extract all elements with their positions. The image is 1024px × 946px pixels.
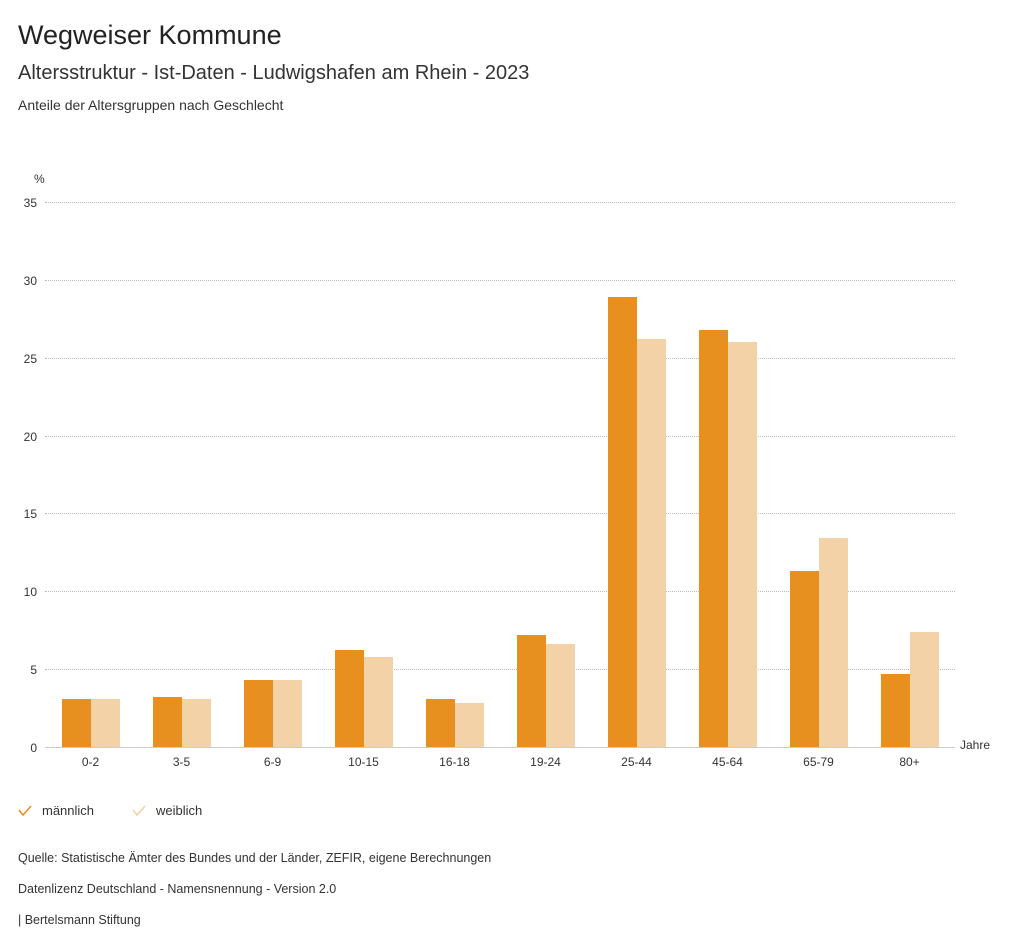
- plot-area: [23, 196, 955, 755]
- chart-subtitle: Altersstruktur - Ist-Daten - Ludwigshafen am Rhein - 2023: [18, 62, 530, 84]
- bar-group: [45, 202, 136, 747]
- legend-item[interactable]: [132, 803, 202, 818]
- bar-maennlich[interactable]: [517, 635, 546, 747]
- x-axis-tick-label: 65-79: [803, 755, 834, 769]
- y-axis-tick-label: 15: [23, 507, 37, 522]
- y-axis-tick-label: 5: [30, 663, 37, 678]
- bar-maennlich[interactable]: [62, 699, 91, 747]
- y-axis-tick-label: 10: [23, 585, 37, 600]
- bar-maennlich[interactable]: [608, 297, 637, 747]
- x-axis-tick-label: 6-9: [263, 755, 282, 769]
- bar-group: [318, 202, 409, 747]
- chart-area: [0, 160, 1024, 780]
- bar-weiblich[interactable]: [819, 538, 848, 747]
- bar-group: [500, 202, 591, 747]
- legend-label: männlich: [42, 803, 95, 818]
- check-icon: [132, 804, 146, 818]
- bar-group: [227, 202, 318, 747]
- bar-weiblich[interactable]: [273, 680, 302, 747]
- x-axis-tick-label: 10-15: [348, 755, 379, 769]
- bar-weiblich[interactable]: [455, 703, 484, 747]
- header: [0, 0, 1024, 116]
- x-axis-tick-label: 3-5: [172, 755, 191, 769]
- footer-notes: [18, 843, 491, 936]
- bar-group: [591, 202, 682, 747]
- x-axis-tick-label: 19-24: [530, 755, 561, 769]
- y-axis-tick-label: 35: [23, 196, 37, 210]
- bar-weiblich[interactable]: [637, 339, 666, 747]
- x-axis-tick-label: 45-64: [712, 755, 743, 769]
- bar-group: [682, 202, 773, 747]
- bar-weiblich[interactable]: [546, 644, 575, 747]
- legend-label: weiblich: [156, 803, 203, 818]
- bar-group: [773, 202, 864, 747]
- bar-maennlich[interactable]: [699, 330, 728, 747]
- bar-group: [136, 202, 227, 747]
- x-axis-tick-label: 80+: [899, 755, 920, 769]
- footer-line: Quelle: Statistische Ämter des Bundes und der Länder, ZEFIR, eigene Berechnungen: [18, 851, 492, 865]
- bar-weiblich[interactable]: [364, 657, 393, 747]
- x-axis-labels: [45, 755, 955, 769]
- x-axis-tick-label: 0-2: [81, 755, 100, 769]
- x-axis-unit-label: Jahre: [960, 738, 991, 752]
- bar-weiblich[interactable]: [910, 632, 939, 747]
- bar-maennlich[interactable]: [881, 674, 910, 747]
- bar-maennlich[interactable]: [335, 650, 364, 747]
- y-axis-unit-label: %: [34, 172, 45, 186]
- bar-series-container: [45, 202, 955, 747]
- bar-group: [409, 202, 500, 747]
- gridline: [30, 741, 955, 755]
- bar-weiblich[interactable]: [182, 699, 211, 747]
- check-icon: [18, 804, 32, 818]
- x-axis-tick-label: 16-18: [439, 755, 470, 769]
- footer-line: Datenlizenz Deutschland - Namensnennung - Version 2.0: [18, 882, 337, 896]
- y-axis-tick-label: 25: [23, 351, 37, 366]
- bar-weiblich[interactable]: [728, 342, 757, 747]
- y-axis-tick-label: 30: [23, 273, 37, 288]
- chart-sub-subtitle: Anteile der Altersgruppen nach Geschlecht: [18, 97, 284, 113]
- footer-line: | Bertelsmann Stiftung: [18, 913, 141, 927]
- chart-legend: [18, 803, 202, 818]
- bar-group: [864, 202, 955, 747]
- y-axis-tick-label: 20: [23, 429, 37, 444]
- bar-weiblich[interactable]: [91, 699, 120, 747]
- legend-item[interactable]: [18, 803, 94, 818]
- bar-maennlich[interactable]: [790, 571, 819, 747]
- page-title: Wegweiser Kommune: [18, 20, 282, 50]
- x-axis-tick-label: 25-44: [621, 755, 652, 769]
- bar-maennlich[interactable]: [153, 697, 182, 747]
- bar-maennlich[interactable]: [244, 680, 273, 747]
- bar-maennlich[interactable]: [426, 699, 455, 747]
- y-axis-tick-label: 0: [30, 741, 37, 755]
